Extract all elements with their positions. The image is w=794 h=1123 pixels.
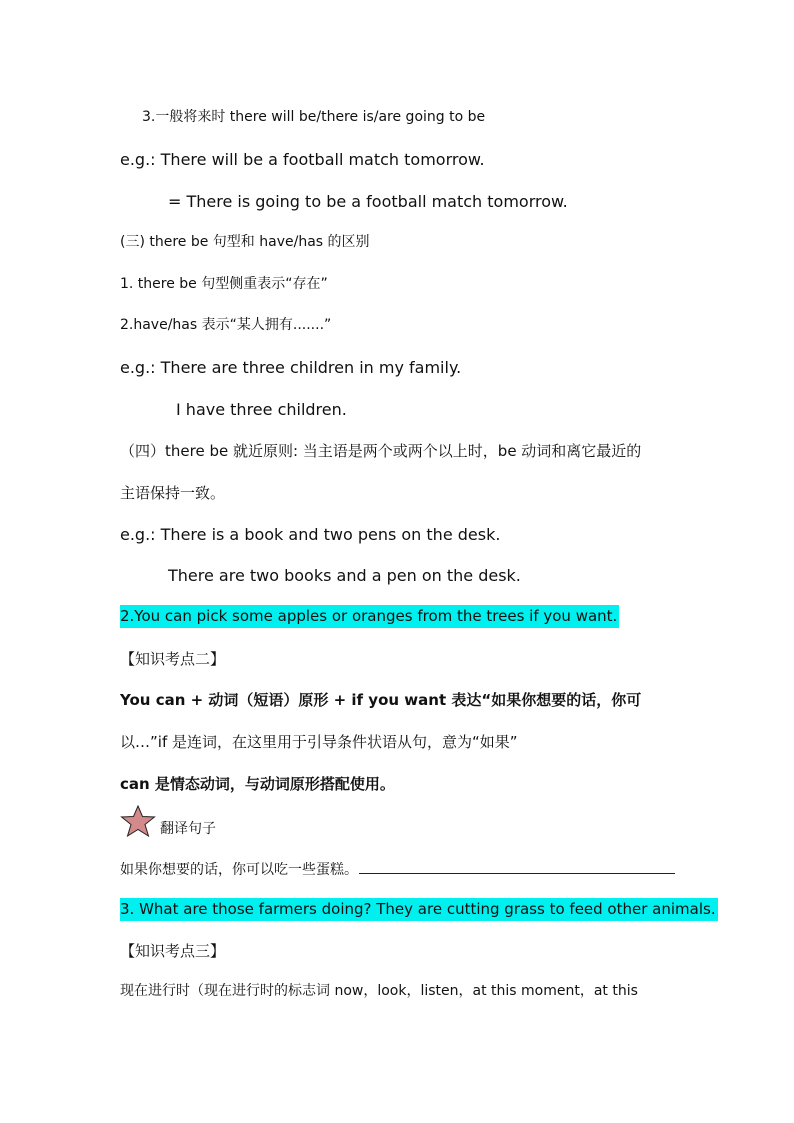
answer-blank[interactable] (359, 859, 675, 874)
section-three-heading: (三) there be 句型和 have/has 的区别 (120, 234, 370, 250)
example-line-5: e.g.: There is a book and two pens on the desk. (120, 525, 501, 544)
grammar-rule-line-1: You can + 动词（短语）原形 + if you want 表达“如果你想要的话，你可 (120, 691, 642, 709)
highlighted-sentence-2: 2.You can pick some apples or oranges from the trees if you want. (120, 605, 619, 628)
point-2: 2.have/has 表示“某人拥有.......” (120, 317, 332, 333)
point-1: 1. there be 句型侧重表示“存在” (120, 276, 328, 292)
example-line-1: e.g.: There will be a football match tomorrow. (120, 150, 485, 169)
grammar-rule-line-2: 以…”if 是连词，在这里用于引导条件状语从句，意为“如果” (120, 733, 518, 751)
present-continuous-note: 现在进行时（现在进行时的标志词 now，look，listen，at this moment，at this (120, 983, 638, 999)
translation-exercise (120, 859, 675, 879)
translate-heading: 翻译句子 (160, 821, 216, 837)
example-line-4: I have three children. (176, 400, 347, 419)
grammar-rule-line-3: can 是情态动词，与动词原形搭配使用。 (120, 775, 395, 793)
future-tense-heading: 3.一般将来时 there will be/there is/are going to be (142, 109, 486, 125)
section-four-rule: （四）there be 就近原则: 当主语是两个或两个以上时，be 动词和离它最近的 (120, 442, 642, 460)
knowledge-point-two-heading: 【知识考点二】 (120, 650, 226, 668)
section-four-rule-cont: 主语保持一致。 (120, 484, 226, 502)
example-line-3: e.g.: There are three children in my family. (120, 358, 462, 377)
example-line-6: There are two books and a pen on the desk. (168, 566, 521, 585)
example-line-2: = There is going to be a football match tomorrow. (168, 192, 568, 211)
translation-prompt: 如果你想要的话，你可以吃一些蛋糕。 (120, 862, 358, 878)
star-icon (120, 805, 156, 837)
highlighted-sentence-3: 3. What are those farmers doing? They are cutting grass to feed other animals. (120, 898, 718, 921)
knowledge-point-three-heading: 【知识考点三】 (120, 942, 226, 960)
